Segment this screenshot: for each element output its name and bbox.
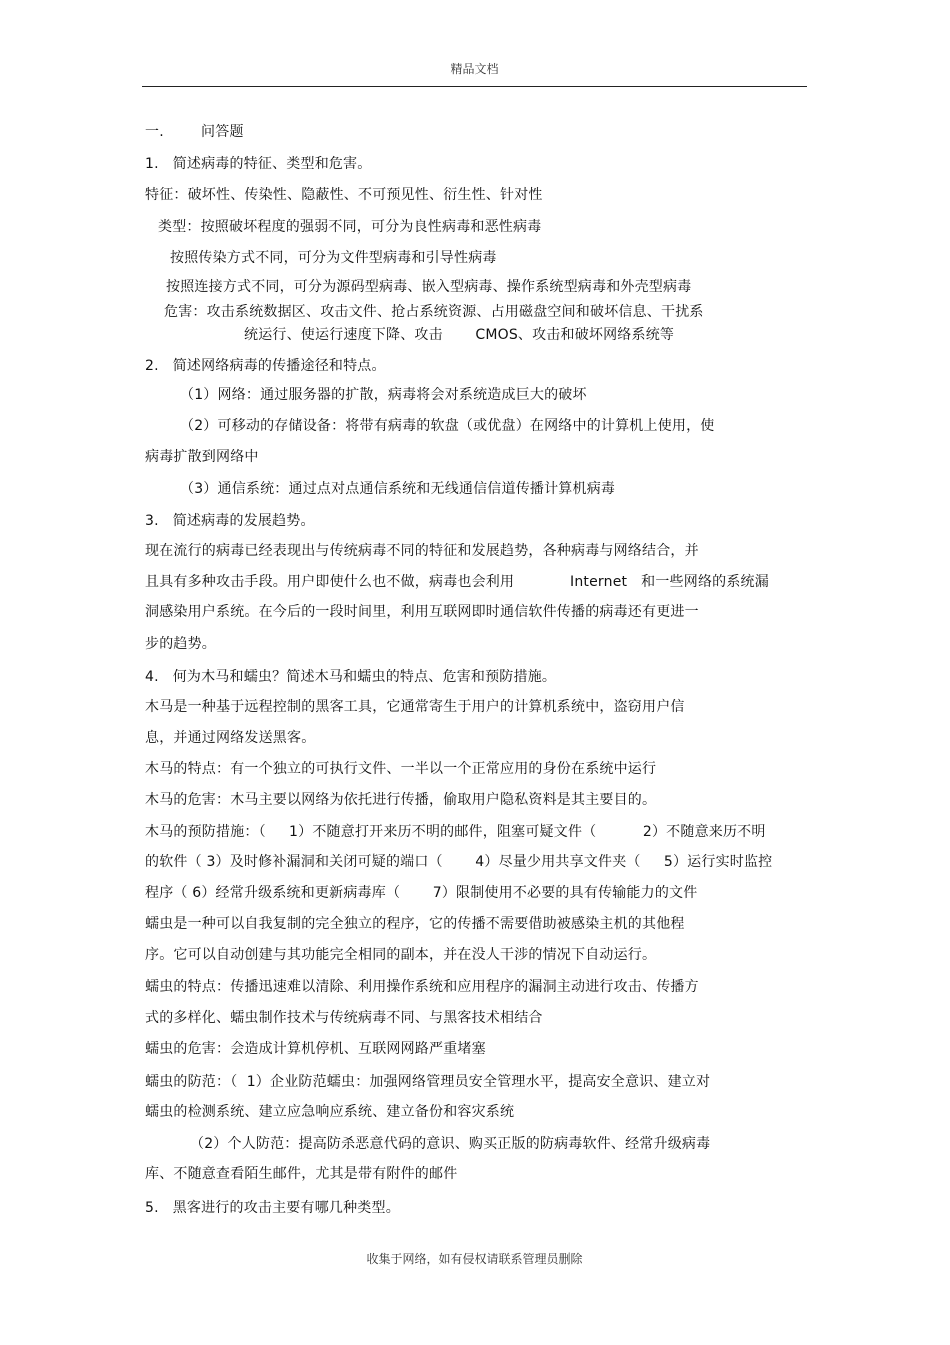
text-line: 木马的特点：有一个独立的可执行文件、一半以一个正常应用的身份在系统中运行 [145, 761, 657, 777]
text-line: 蠕虫的防范：（ 1）企业防范蠕虫：加强网络管理员安全管理水平，提高安全意识、建立对 [145, 1074, 711, 1090]
text-line: 木马是一种基于远程控制的黑客工具，它通常寄生于用户的计算机系统中，盗窃用户信 [145, 699, 685, 715]
text-line: 的软件（ 3）及时修补漏洞和关闭可疑的端口（ 4）尽量少用共享文件夹（ 5）运行实时监控 [145, 854, 773, 870]
text-line: 特征：破坏性、传染性、隐蔽性、不可预见性、衍生性、针对性 [145, 187, 543, 203]
text-line: 现在流行的病毒已经表现出与传统病毒不同的特征和发展趋势，各种病毒与网络结合，并 [145, 543, 699, 559]
text-line: 木马的预防措施：（ 1）不随意打开来历不明的邮件，阻塞可疑文件（ 2）不随意来历不明 [145, 824, 766, 840]
text-line: 步的趋势。 [145, 636, 216, 652]
text-line: （2）可移动的存储设备：将带有病毒的软盘（或优盘）在网络中的计算机上使用，使 [180, 418, 715, 434]
question-3: 3. 简述病毒的发展趋势。 [145, 513, 315, 529]
page-header: 精品文档 [450, 62, 499, 76]
text-line: 危害：攻击系统数据区、攻击文件、抢占系统资源、占用磁盘空间和破坏信息、干扰系 [164, 304, 704, 320]
text-line: 类型：按照破坏程度的强弱不同，可分为良性病毒和恶性病毒 [158, 219, 542, 235]
page-footer: 收集于网络，如有侵权请联系管理员删除 [366, 1252, 583, 1266]
text-line: 且具有多种攻击手段。用户即使什么也不做，病毒也会利用 Internet 和一些网络的系统漏 [145, 574, 769, 590]
text-line: （2）个人防范：提高防杀恶意代码的意识、购买正版的防病毒软件、经常升级病毒 [190, 1136, 711, 1152]
text-line: 蠕虫的危害：会造成计算机停机、互联网网路严重堵塞 [145, 1041, 486, 1057]
text-line: 病毒扩散到网络中 [145, 449, 259, 465]
text-line: （1）网络：通过服务器的扩散，病毒将会对系统造成巨大的破坏 [180, 387, 587, 403]
question-1: 1. 简述病毒的特征、类型和危害。 [145, 156, 372, 172]
text-line: 息，并通过网络发送黑客。 [145, 730, 316, 746]
text-line: 序。它可以自动创建与其功能完全相同的副本，并在没人干涉的情况下自动运行。 [145, 947, 657, 963]
text-line: 蠕虫是一种可以自我复制的完全独立的程序，它的传播不需要借助被感染主机的其他程 [145, 916, 685, 932]
text-line: 统运行、使运行速度下降、攻击 CMOS、攻击和破坏网络系统等 [244, 327, 675, 343]
section-heading: 一. 问答题 [145, 124, 244, 140]
text-line: 按照传染方式不同，可分为文件型病毒和引导性病毒 [170, 250, 497, 266]
text-line: 蠕虫的检测系统、建立应急响应系统、建立备份和容灾系统 [145, 1104, 515, 1120]
text-line: 洞感染用户系统。在今后的一段时间里，利用互联网即时通信软件传播的病毒还有更进一 [145, 604, 699, 620]
text-line: 按照连接方式不同，可分为源码型病毒、嵌入型病毒、操作系统型病毒和外壳型病毒 [166, 279, 692, 295]
question-4: 4. 何为木马和蠕虫？简述木马和蠕虫的特点、危害和预防措施。 [145, 669, 557, 685]
text-line: 蠕虫的特点：传播迅速难以清除、利用操作系统和应用程序的漏洞主动进行攻击、传播方 [145, 979, 699, 995]
text-line: 程序（ 6）经常升级系统和更新病毒库（ 7）限制使用不必要的具有传输能力的文件 [145, 885, 698, 901]
text-line: （3）通信系统：通过点对点通信系统和无线通信信道传播计算机病毒 [180, 481, 616, 497]
header-rule [142, 86, 807, 87]
text-line: 式的多样化、蠕虫制作技术与传统病毒不同、与黑客技术相结合 [145, 1010, 543, 1026]
question-5: 5. 黑客进行的攻击主要有哪几种类型。 [145, 1200, 400, 1216]
text-line: 木马的危害：木马主要以网络为依托进行传播，偷取用户隐私资料是其主要目的。 [145, 792, 657, 808]
text-line: 库、不随意查看陌生邮件，尤其是带有附件的邮件 [145, 1166, 458, 1182]
question-2: 2. 简述网络病毒的传播途径和特点。 [145, 358, 386, 374]
